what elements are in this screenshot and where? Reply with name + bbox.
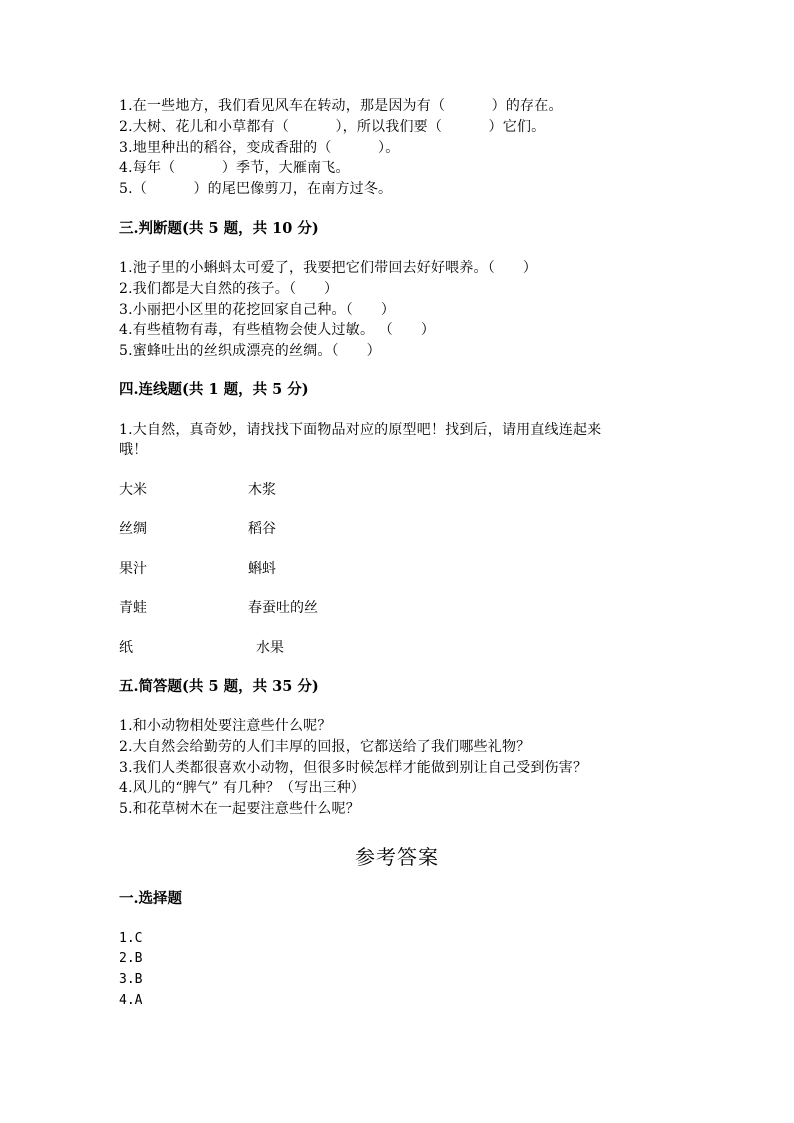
matching-right-item: 木浆 bbox=[248, 482, 276, 498]
short-answer-item-2: 2.大自然会给勤劳的人们丰厚的回报，它都送给了我们哪些礼物？ bbox=[119, 739, 531, 755]
answer-item-1: 1.C bbox=[119, 931, 143, 946]
judgment-item-1: 1.池子里的小蝌蚪太可爱了，我要把它们带回去好好喂养。（ ） bbox=[119, 260, 538, 276]
matching-left-item: 丝绸 bbox=[119, 521, 147, 537]
matching-right-item: 蝌蚪 bbox=[248, 561, 276, 577]
matching-left-item: 纸 bbox=[119, 640, 133, 656]
section-heading-short-answer: 五.简答题(共 5 题，共 35 分) bbox=[119, 678, 319, 695]
short-answer-item-3: 3.我们人类都很喜欢小动物，但很多时候怎样才能做到别让自己受到伤害？ bbox=[119, 760, 588, 776]
answer-key-title: 参考答案 bbox=[355, 845, 439, 869]
matching-right-item: 稻谷 bbox=[248, 521, 276, 537]
answer-section-heading: 一.选择题 bbox=[119, 890, 183, 907]
matching-right-item: 春蚕吐的丝 bbox=[248, 600, 318, 616]
fill-blank-item-3: 3.地里种出的稻谷，变成香甜的（ ）。 bbox=[119, 140, 400, 156]
matching-left-item: 大米 bbox=[119, 482, 147, 498]
fill-blank-item-5: 5.（ ）的尾巴像剪刀，在南方过冬。 bbox=[119, 181, 393, 197]
matching-question-line-2: 哦！ bbox=[119, 442, 148, 458]
short-answer-item-4: 4.风儿的“脾气” 有几种？（写出三种） bbox=[119, 780, 366, 796]
judgment-item-4: 4.有些植物有毒，有些植物会使人过敏。 （ ） bbox=[119, 322, 436, 338]
matching-question-line-1: 1.大自然，真奇妙，请找找下面物品对应的原型吧！找到后，请用直线连起来 bbox=[119, 422, 602, 438]
short-answer-item-1: 1.和小动物相处要注意些什么呢？ bbox=[119, 718, 332, 734]
answer-item-2: 2.B bbox=[119, 951, 143, 966]
matching-right-item: 水果 bbox=[256, 640, 284, 656]
matching-left-item: 青蛙 bbox=[119, 600, 147, 616]
section-heading-matching: 四.连线题(共 1 题，共 5 分) bbox=[119, 381, 309, 398]
fill-blank-item-2: 2.大树、花儿和小草都有（ ），所以我们要（ ）它们。 bbox=[119, 119, 546, 135]
answer-item-3: 3.B bbox=[119, 972, 143, 987]
matching-left-item: 果汁 bbox=[119, 561, 147, 577]
fill-blank-item-4: 4.每年（ ）季节，大雁南飞。 bbox=[119, 160, 350, 176]
judgment-item-2: 2.我们都是大自然的孩子。（ ） bbox=[119, 281, 339, 297]
answer-item-4: 4.A bbox=[119, 993, 143, 1008]
fill-blank-item-1: 1.在一些地方，我们看见风车在转动，那是因为有（ ）的存在。 bbox=[119, 98, 563, 114]
judgment-item-5: 5.蜜蜂吐出的丝织成漂亮的丝绸。（ ） bbox=[119, 343, 381, 359]
section-heading-judgment: 三.判断题(共 5 题，共 10 分) bbox=[119, 220, 319, 237]
short-answer-item-5: 5.和花草树木在一起要注意些什么呢？ bbox=[119, 801, 360, 817]
judgment-item-3: 3.小丽把小区里的花挖回家自己种。（ ） bbox=[119, 302, 396, 318]
